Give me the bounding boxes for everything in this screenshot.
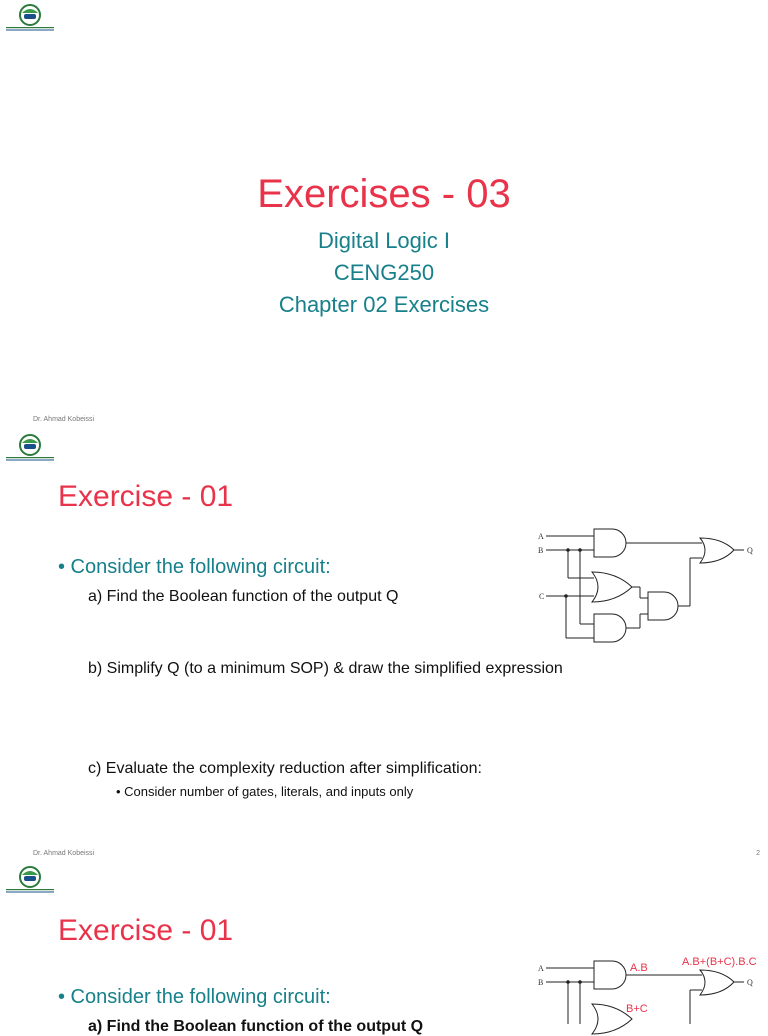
input-b-label: B	[538, 978, 544, 987]
bullet-text: • Consider the following circuit:	[58, 986, 331, 1008]
liu-logo-icon	[2, 2, 58, 32]
output-q-label: Q	[747, 546, 753, 555]
annotation-bc: B+C	[626, 1003, 648, 1015]
liu-logo-icon	[2, 864, 58, 894]
footer-author: Dr. Ahmad Kobeissi	[33, 850, 95, 857]
title-slide	[0, 0, 768, 430]
output-q-label: Q	[747, 978, 753, 987]
bullet-text: • Consider the following circuit:	[58, 556, 331, 578]
liu-logo-icon	[2, 432, 58, 462]
item-b: b) Simplify Q (to a minimum SOP) & draw the simplified expression	[88, 660, 563, 677]
item-a: a) Find the Boolean function of the output Q	[88, 1018, 424, 1035]
course-name: Digital Logic I	[317, 228, 451, 253]
logic-circuit-diagram	[536, 960, 760, 1024]
input-c-label: C	[539, 592, 545, 601]
footer-author: Dr. Ahmad Kobeissi	[33, 416, 95, 423]
subitem-c: • Consider number of gates, literals, and inputs only	[116, 784, 414, 799]
slide-title: Exercises - 03	[257, 172, 511, 216]
annotation-ab: A.B	[630, 962, 648, 974]
course-code: CENG250	[333, 260, 435, 285]
item-c: c) Evaluate the complexity reduction after simplification:	[88, 760, 482, 777]
input-a-label: A	[538, 964, 544, 973]
exercise-title: Exercise - 01	[58, 914, 234, 947]
item-a: a) Find the Boolean function of the output Q	[88, 588, 399, 605]
chapter-label: Chapter 02 Exercises	[278, 292, 490, 317]
exercise-slide	[0, 430, 768, 862]
exercise-title: Exercise - 01	[58, 480, 234, 513]
annotation-output: A.B+(B+C).B.C	[682, 956, 757, 968]
input-b-label: B	[538, 546, 544, 555]
page-number: 2	[756, 850, 760, 857]
input-a-label: A	[538, 532, 544, 541]
logic-circuit-diagram	[536, 528, 760, 644]
exercise-slide-annotated	[0, 862, 768, 1035]
